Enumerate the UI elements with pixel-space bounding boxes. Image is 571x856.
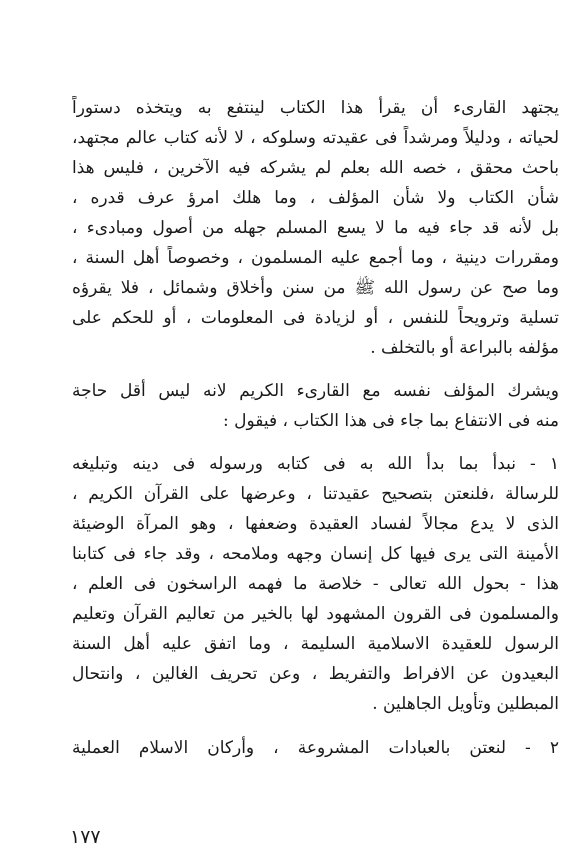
text-line: الأمينة التى يرى فيها كل إنسان وجهه وملامحه ، وقد جاء فى كتابنا — [72, 544, 559, 564]
text-line: لحياته ، ودليلاً ومرشداً فى عقيدته وسلوكه ، لا لأنه كتاب عالم مجتهد، — [72, 128, 559, 148]
text-line: الذى لا يدع مجالاً لفساد العقيدة وضعفها ، وهو المرآة الوضيئة — [72, 514, 559, 534]
text-line: ومقررات دينية ، وما أجمع عليه المسلمون ، وخصوصاً أهل السنة ، — [72, 248, 559, 268]
text-line: باحث محقق ، خصه الله بعلم لم يشركه فيه الآخرين ، فليس هذا — [72, 158, 559, 178]
text-line: ويشرك المؤلف نفسه مع القارىء الكريم لانه ليس أقل حاجة — [72, 381, 559, 401]
text-line: الرسول للعقيدة الاسلامية السليمة ، وما اتفق عليه أهل السنة — [72, 634, 559, 654]
text-line: تسلية وترويحاً للنفس ، أو لزيادة فى المعلومات ، أو للحكم على — [72, 308, 559, 328]
text-line: بل لأنه قد جاء فيه ما لا يسع المسلم جهله من أصول ومبادىء ، — [72, 218, 559, 238]
text-line: منه فى الانتفاع بما جاء فى هذا الكتاب ، فيقول : — [222, 411, 559, 431]
text-line: يجتهد القارىء أن يقرأ هذا الكتاب لينتفع به ويتخذه دستوراً — [72, 98, 559, 118]
text-line: هذا - بحول الله تعالى - خلاصة ما فهمه الراسخون فى العلم ، — [72, 574, 559, 594]
text-line: البعيدون عن الافراط والتفريط ، وعن تحريف الغالين ، وانتحال — [72, 664, 559, 684]
text-line: ٢ - لنعتن بالعبادات المشروعة ، وأركان الاسلام العملية — [72, 738, 559, 758]
text-line: ١ - نبدأ بما بدأ الله به فى كتابه ورسوله فى دينه وتبليغه — [72, 454, 559, 474]
text-line: المبطلين وتأويل الجاهلين . — [372, 694, 559, 714]
page-number: ١٧٧ — [70, 826, 101, 848]
text-line: وما صح عن رسول الله ﷺ من سنن وأخلاق وشمائل ، فلا يقرؤه — [72, 278, 559, 298]
text-line: والمسلمون فى القرون المشهود لها بالخير من تعاليم القرآن وتعليم — [72, 604, 559, 624]
text-line: للرسالة ،فلنعتن بتصحيح عقيدتنا ، وعرضها على القرآن الكريم ، — [72, 484, 559, 504]
text-line: مؤلفه بالبراعة أو بالتخلف . — [370, 338, 559, 358]
text-line: شأن الكتاب ولا شأن المؤلف ، وما هلك امرؤ عرف قدره ، — [72, 188, 559, 208]
